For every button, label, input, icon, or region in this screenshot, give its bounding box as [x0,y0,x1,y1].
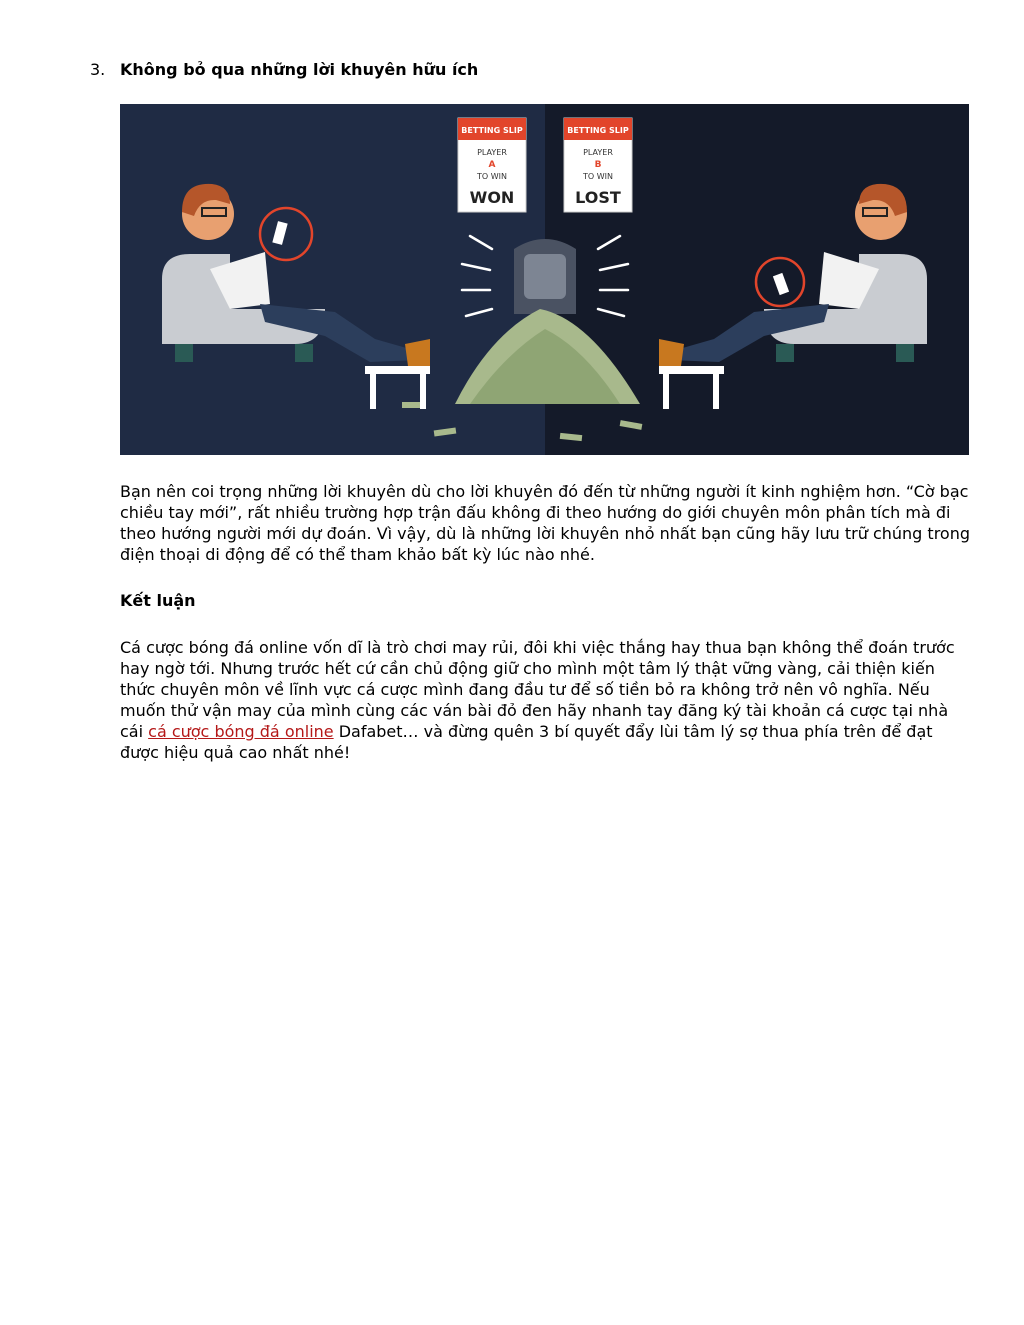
conclusion-paragraph [120,637,970,763]
right-slip-line1: PLAYER [583,148,613,157]
conclusion-text-after-link: Dafabet… và đừng quên 3 bí quyết đẩy lùi tâm lý sợ thua phía trên để đạt được hiệu quả cao nhất nhé! [120,722,933,762]
conclusion-text-before-link: Cá cược bóng đá online vốn dĩ là trò chơi may rủi, đôi khi việc thắng hay thua bạn không thể đoán trước hay ngờ tới. Nhưng trước hết cứ cần chủ động giữ cho mình một tâm lý thật vững vàng, cải thiện kiến thức chuyên môn về lĩnh vực cá cược mình đang đầu tư để số tiền bỏ ra không trở nên vô nghĩa. Nếu muốn thử vận may của mình cùng các ván bài đỏ đen hãy nhanh tay đăng ký tài khoản cá cược tại nhà cái [120,638,955,741]
left-slip-header: BETTING SLIP [461,126,523,135]
left-betting-slip [458,118,526,212]
section-number: 3. [90,60,106,79]
conclusion-heading: Kết luận [120,591,196,610]
left-slip-result: WON [469,188,515,207]
left-slip-line2: TO WIN [477,172,507,181]
section-title: Không bỏ qua những lời khuyên hữu ích [120,60,479,79]
left-slip-line1: PLAYER [477,148,507,157]
right-betting-slip [564,118,632,212]
right-slip-result: LOST [575,188,621,207]
left-slip-player: A [488,160,496,170]
section-heading [90,60,478,79]
right-slip-player: B [594,160,602,170]
betting-link[interactable]: cá cược bóng đá online [148,722,334,741]
betting-illustration [120,104,969,455]
right-slip-header: BETTING SLIP [567,126,629,135]
advice-paragraph: Bạn nên coi trọng những lời khuyên dù cho lời khuyên đó đến từ những người ít kinh nghiệm hơn. “Cờ bạc chiều tay mới”, rất nhiều trường hợp trận đấu không đi theo hướng do giới chuyên môn phân tích mà đi theo hướng người mới dự đoán. Vì vậy, dù là những lời khuyên nhỏ nhất bạn cũng hãy lưu trữ chúng trong điện thoại di động để có thể tham khảo bất kỳ lúc nào nhé. [120,482,971,564]
right-slip-line2: TO WIN [583,172,613,181]
